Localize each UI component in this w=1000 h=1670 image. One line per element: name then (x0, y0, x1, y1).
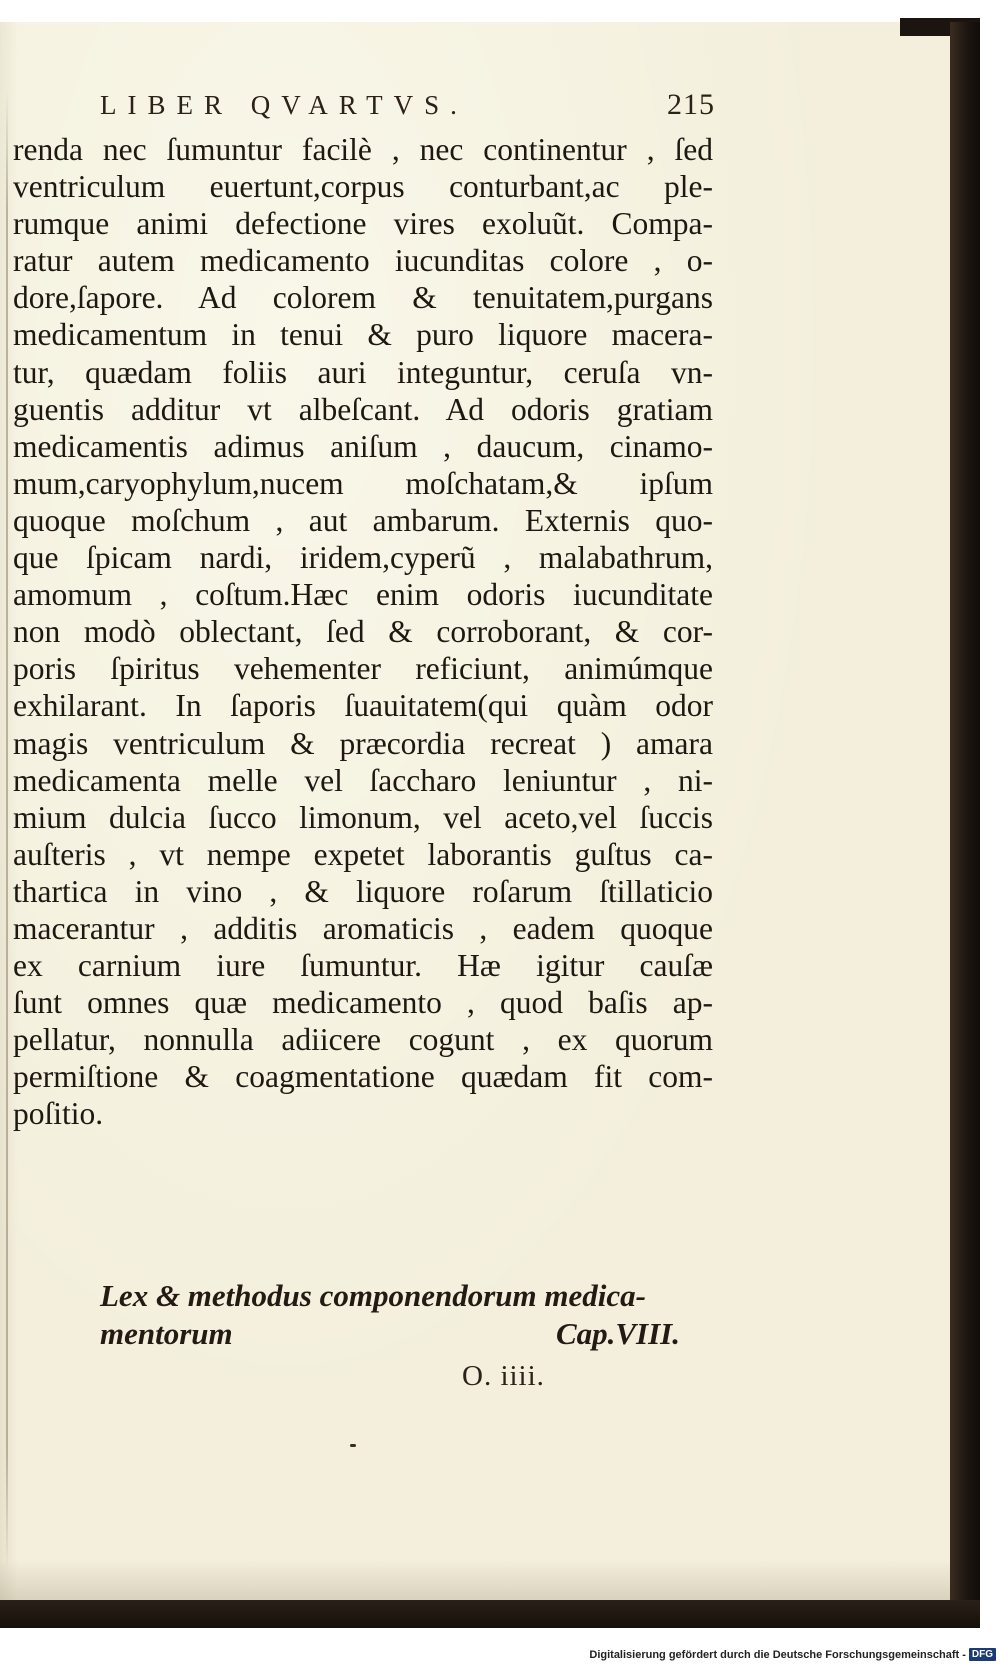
dfg-logo: DFG (969, 1648, 996, 1661)
chapter-title-line (100, 1315, 680, 1353)
text-line: ſunt omnes quæ medicamento , quod baſis ap- (13, 985, 713, 1021)
text-line: guentis additur vt albeſcant. Ad odoris gratiam (13, 391, 713, 427)
text-line: macerantur , additis aromaticis , eadem quoque (13, 910, 713, 946)
text-line: que ſpicam nardi, iridem,cyperũ , malabathrum, (13, 540, 713, 576)
text-line: non modò oblectant, ſed & corroborant, & cor- (13, 614, 713, 650)
text-line: magis ventriculum & præcordia recreat ) amara (13, 725, 713, 761)
chapter-title-continuation: mentorum (100, 1316, 233, 1351)
body-text (13, 131, 713, 1133)
running-head: LIBER QVARTVS. (100, 90, 468, 120)
chapter-title-line: Lex & methodus componendorum medica- (100, 1278, 646, 1313)
text-line: renda nec ſumuntur facilè , nec continentur , ſed (13, 132, 713, 167)
text-line: medicamenta melle vel ſaccharo leniuntur , ni- (13, 762, 713, 798)
book-edge-bottom (0, 1600, 980, 1628)
text-line: ventriculum euertunt,corpus conturbant,ac ple- (13, 169, 713, 205)
digitization-credit (589, 1648, 996, 1661)
text-line: poſitio. (13, 1096, 104, 1132)
text-line: ex carnium iure ſumuntur. Hæ igitur cauſæ (13, 948, 713, 984)
text-line: pellatur, nonnulla adiicere cogunt , ex quorum (13, 1022, 713, 1058)
text-line: tur, quædam foliis auri integuntur, ceruſa vn- (13, 354, 713, 390)
text-line: permiſtione & coagmentatione quædam fit com- (13, 1059, 713, 1095)
chapter-number: Cap.VIII. (555, 1316, 680, 1351)
credit-text: Digitalisierung gefördert durch die Deutsche Forschungsgemeinschaft - (589, 1648, 966, 1661)
text-line: ratur autem medicamento iucunditas colore , o- (13, 243, 713, 279)
text-line: amomum , coſtum.Hæc enim odoris iucunditate (13, 577, 713, 613)
book-edge-right (950, 22, 980, 1627)
text-line: mum,caryophylum,nucem moſchatam,& ipſum (13, 465, 713, 501)
signature-mark: O. iiii. (462, 1360, 545, 1392)
text-line: dore,ſapore. Ad colorem & tenuitatem,purgans (13, 280, 713, 316)
text-line: exhilarant. In ſaporis ſuauitatem(qui quàm odor (13, 688, 713, 724)
text-line: rumque animi defectione vires exoluũt. Compa- (13, 206, 713, 242)
text-line: quoque moſchum , aut ambarum. Externis quo- (13, 502, 713, 538)
page-gutter-shadow (6, 90, 8, 1570)
text-line: medicamentum in tenui & puro liquore macera- (13, 317, 713, 353)
text-line: mium dulcia ſucco limonum, vel aceto,vel ſuccis (13, 799, 713, 835)
ink-speck (350, 1444, 356, 1447)
text-line: poris ſpiritus vehementer reficiunt, animúmque (13, 651, 713, 687)
chapter-heading (100, 1277, 680, 1353)
text-line: thartica in vino , & liquore roſarum ſtillaticio (13, 873, 713, 909)
page-bottom-shadow (0, 1560, 950, 1602)
text-line: auſteris , vt nempe expetet laborantis guſtus ca- (13, 836, 713, 872)
text-line: medicamentis adimus aniſum , daucum, cinamo- (13, 428, 713, 464)
page-number: 215 (667, 88, 715, 121)
page-header (100, 90, 715, 130)
